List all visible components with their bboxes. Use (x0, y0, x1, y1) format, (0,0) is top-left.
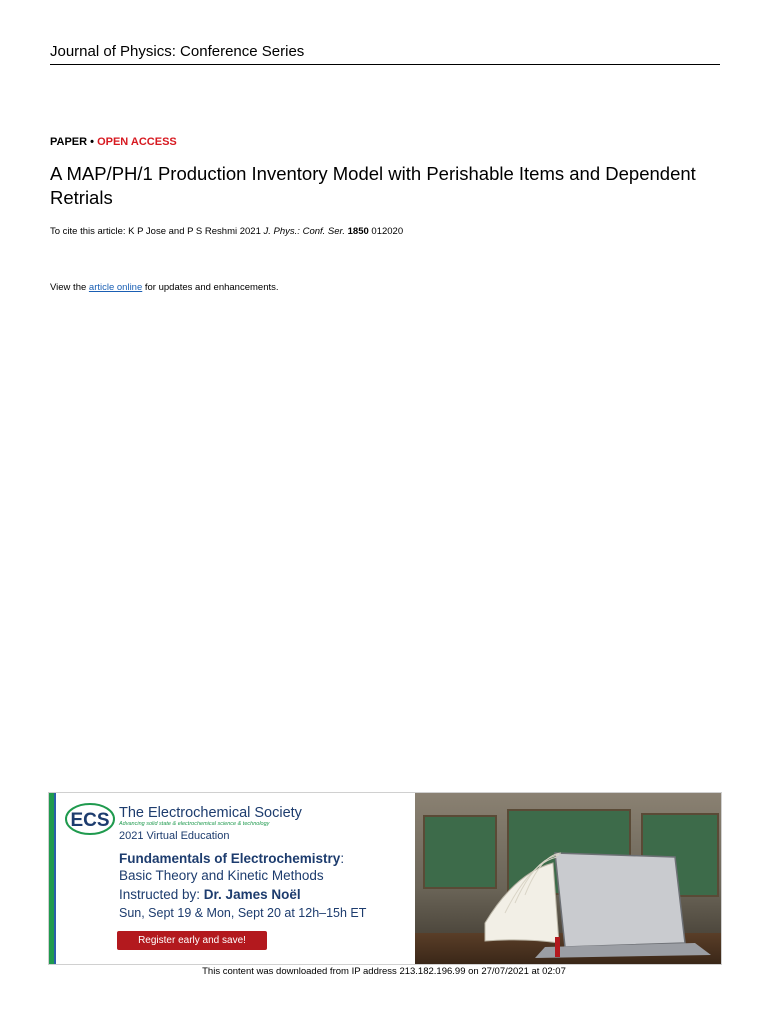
article-online-link[interactable]: article online (88, 282, 143, 293)
open-access-label: OPEN ACCESS (97, 136, 177, 148)
register-button[interactable]: Register early and save! (117, 931, 267, 950)
course-subtitle: Basic Theory and Kinetic Methods (119, 868, 324, 883)
cite-journal: J. Phys.: Conf. Ser. (263, 226, 345, 237)
society-tagline: Advancing solid state & electrochemical science & technology (119, 821, 270, 827)
article-type-line (50, 136, 177, 148)
instructor-line (119, 887, 301, 902)
citation (50, 226, 403, 237)
view-online-line (50, 282, 279, 293)
event-dates: Sun, Sept 19 & Mon, Sept 20 at 12h–15h ET (119, 906, 367, 920)
course-title-text: Fundamentals of Electrochemistry (119, 851, 341, 866)
classroom-laptop-photo (415, 793, 721, 964)
open-book-laptop-icon (475, 843, 715, 958)
view-prefix: View the (50, 282, 89, 293)
instructor-name: Dr. James Noël (203, 887, 301, 902)
ecs-advertisement-banner[interactable] (48, 792, 722, 965)
cite-volume: 1850 (347, 226, 369, 237)
ad-blue-stripe (54, 793, 56, 964)
course-title-colon: : (340, 851, 345, 866)
separator: • (90, 136, 95, 148)
ecs-logo-icon (65, 803, 115, 835)
society-name: The Electrochemical Society (119, 805, 302, 821)
article-type: PAPER (50, 136, 88, 148)
instructor-prefix: Instructed by: (119, 887, 204, 902)
ecs-logo-text: ECS (70, 810, 110, 831)
view-suffix: for updates and enhancements. (142, 282, 279, 293)
article-title: A MAP/PH/1 Production Inventory Model with Perishable Items and Dependent Retrials (50, 163, 696, 208)
event-label: 2021 Virtual Education (119, 830, 230, 842)
course-title (119, 851, 344, 866)
download-notice: This content was downloaded from IP address 213.182.196.99 on 27/07/2021 at 02:07 (202, 966, 566, 977)
journal-name: Journal of Physics: Conference Series (50, 43, 720, 65)
cite-prefix: To cite this article: K P Jose and P S Reshmi 2021 (50, 226, 264, 237)
cite-number: 012020 (371, 226, 404, 237)
